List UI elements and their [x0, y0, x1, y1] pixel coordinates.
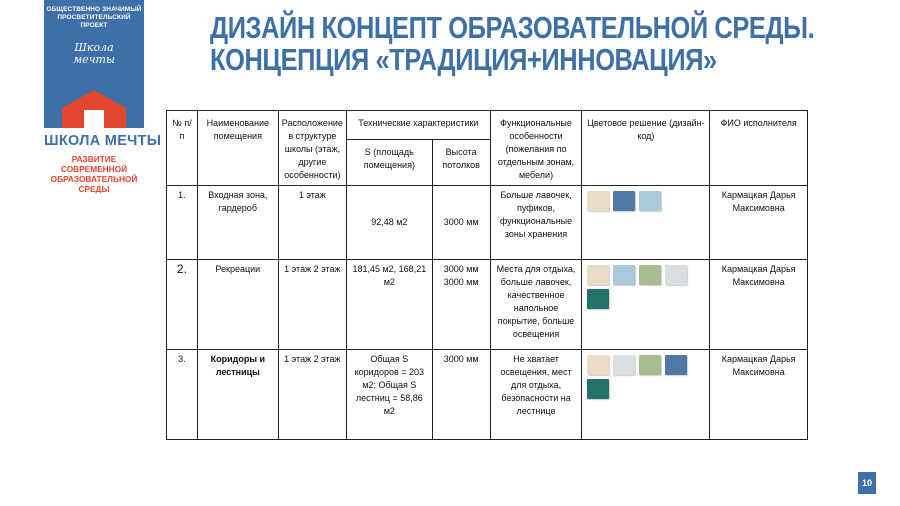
cell-location: 1 этаж 2 этаж [278, 350, 346, 440]
color-swatch [639, 355, 661, 375]
color-swatches [585, 189, 687, 211]
brand-subtitle: РАЗВИТИЕ СОВРЕМЕННОЙ ОБРАЗОВАТЕЛЬНОЙ СРЕДЫ [50, 154, 138, 194]
header-tech: Технические характеристики [346, 111, 490, 140]
color-swatch [639, 191, 661, 211]
cell-executor: Кармацкая Дарья Максимовна [710, 350, 808, 440]
color-swatches [585, 263, 687, 309]
cell-functional: Не хватает освещения, мест для отдыха, безопасности на лестнице [490, 350, 582, 440]
table-row [167, 260, 808, 350]
header-location: Расположение в структуре школы (этаж, другие особенности) [278, 111, 346, 186]
color-swatch [587, 355, 609, 375]
design-concept-table [166, 110, 808, 440]
cell-colors [582, 350, 710, 440]
color-swatch [587, 191, 609, 211]
cell-area: 92,48 м2 [346, 186, 432, 260]
color-swatch [587, 265, 609, 285]
cell-executor: Кармацкая Дарья Максимовна [710, 260, 808, 350]
cell-location: 1 этаж 2 этаж [278, 260, 346, 350]
cell-executor: Кармацкая Дарья Максимовна [710, 186, 808, 260]
brand-logo-block [44, 0, 144, 128]
header-color: Цветовое решение (дизайн-код) [582, 111, 710, 186]
cell-functional: Места для отдыха, больше лавочек, качественное напольное покрытие, больше освещения [490, 260, 582, 350]
cell-num: 3. [167, 350, 198, 440]
color-swatch [613, 355, 635, 375]
color-swatch [613, 265, 635, 285]
color-swatches [585, 353, 687, 399]
color-swatch [665, 265, 687, 285]
cell-height: 3000 мм [432, 350, 490, 440]
header-num: № п/п [167, 111, 198, 186]
title-line-1: ДИЗАЙН КОНЦЕПТ ОБРАЗОВАТЕЛЬНОЙ СРЕДЫ. [210, 10, 815, 45]
brand-name: ШКОЛА МЕЧТЫ [44, 133, 162, 149]
logo-script-text: Школа мечты [73, 41, 115, 66]
title-line-2: КОНЦЕПЦИЯ «ТРАДИЦИЯ+ИННОВАЦИЯ» [210, 42, 717, 77]
cell-num: 2. [167, 260, 198, 350]
page-number: 10 [858, 472, 876, 494]
cell-height: 3000 мм [432, 186, 490, 260]
cell-area: 181,45 м2, 168,21 м2 [346, 260, 432, 350]
cell-area: Общая S коридоров = 203 м2; Общая S лестниц = 58,86 м2 [346, 350, 432, 440]
cell-room: Коридоры и лестницы [197, 350, 278, 440]
header-height: Высота потолков [432, 140, 490, 186]
project-caption: ОБЩЕСТВЕННО ЗНАЧИМЫЙ ПРОСВЕТИТЕЛЬСКИЙ ПРОЕКТ [46, 6, 142, 29]
cell-height: 3000 мм 3000 мм [432, 260, 490, 350]
color-swatch [665, 355, 687, 375]
header-functional: Функциональные особенности (пожелания по отдельным зонам, мебели) [490, 111, 582, 186]
color-swatch [639, 265, 661, 285]
header-area: S (площадь помещения) [346, 140, 432, 186]
brand-panel [44, 0, 162, 194]
header-row [167, 111, 808, 140]
header-executor: ФИО исполнителя [710, 111, 808, 186]
color-swatch [613, 191, 635, 211]
cell-colors [582, 260, 710, 350]
page-title [210, 10, 815, 77]
cell-location: 1 этаж [278, 186, 346, 260]
cell-functional: Больше лавочек, пуфиков, функциональные зоны хранения [490, 186, 582, 260]
cell-room: Входная зона, гардероб [197, 186, 278, 260]
header-room: Наименование помещения [197, 111, 278, 186]
school-building-icon [62, 86, 126, 128]
color-swatch [587, 379, 609, 399]
color-swatch [587, 289, 609, 309]
cell-room: Рекреации [197, 260, 278, 350]
cell-num: 1. [167, 186, 198, 260]
cell-colors [582, 186, 710, 260]
table-row [167, 350, 808, 440]
table-row [167, 186, 808, 260]
